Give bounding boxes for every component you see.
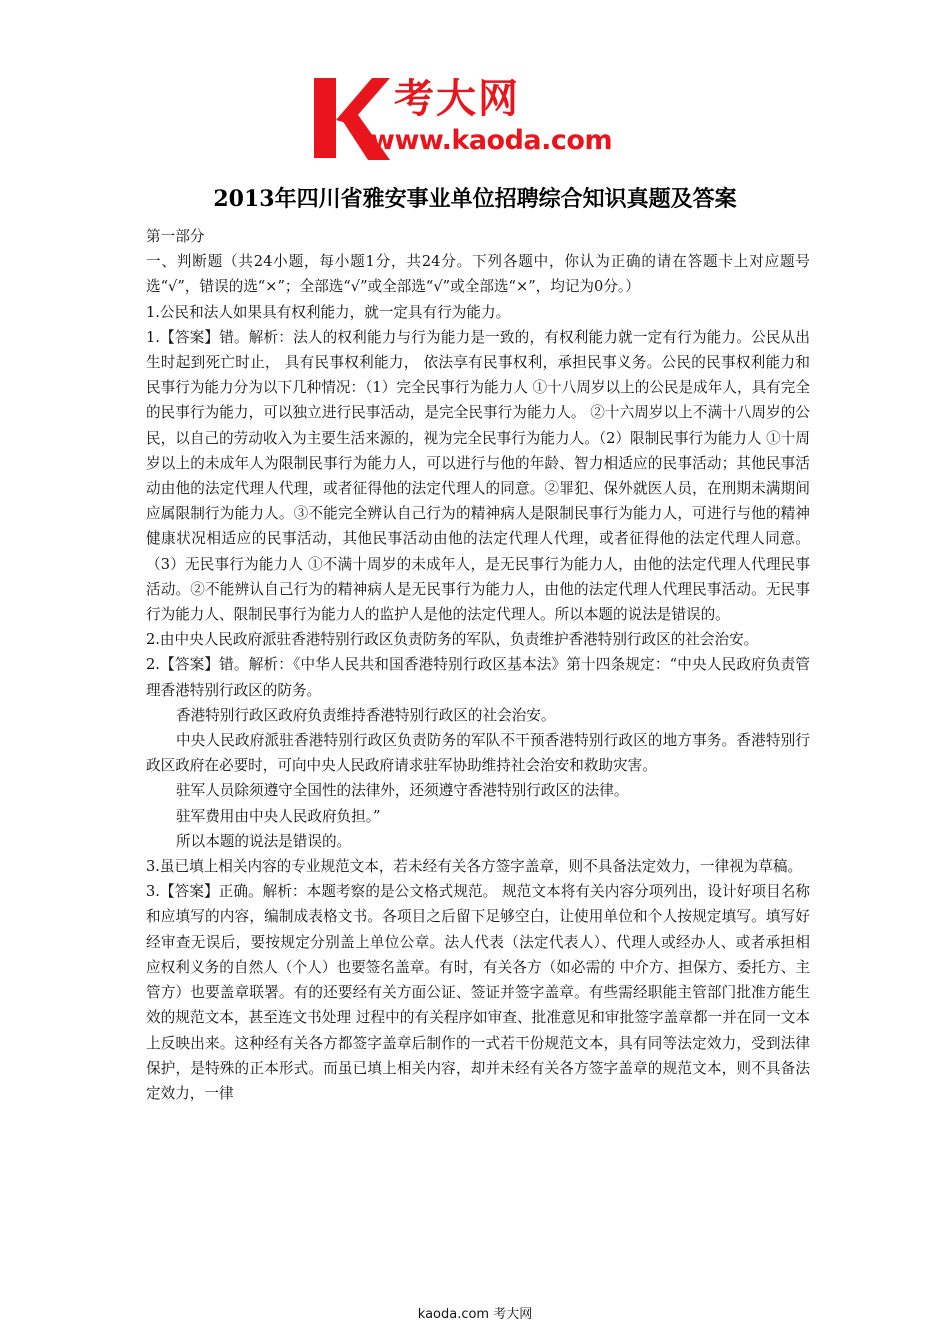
answer-2: 2.【答案】错。解析：《中华人民共和国香港特别行政区基本法》第十四条规定：“中央人民政府负责管理香港特别行政区的防务。 [146,656,810,699]
kaoda-logo [312,72,642,166]
instructions: 一、判断题（共24小题，每小题1分，共24分。下列各题中，你认为正确的请在答题卡上对应题号选“√”，错误的选“×”；全部选“√”或全部选“√”或全部选“×”，均记为0分。） [146,253,810,296]
section-heading: 第一部分 [146,228,205,245]
answer-2-para: 中央人民政府派驻香港特别行政区负责防务的军队不干预香港特别行政区的地方事务。香港特别行政区政府在必要时，可向中央人民政府请求驻军协助维持社会治安和救助灾害。 [146,732,810,775]
answer-1: 1.【答案】错。解析：法人的权利能力与行为能力是一致的，有权利能力就一定有行为能力。公民从出生时起到死亡时止， 具有民事权利能力， 依法享有民事权利，承担民事义务。公民的民事权利能力和民事行为能力分为以下几种情况：（1）完全民事行为能力人 ①十八周岁以上的公民是成年人，具有完全的民事行为能力，可以独立进行民事活动，是完全民事行为能力人。 ②十六周岁以上不满十八周岁的公民，以自己的劳动收入为主要生活来源的，视为完全民事行为能力人。（2）限制民事行为能力人 ①十周岁以上的未成年人为限制民事行为能力人，可以进行与他的年龄、智力相适应的民事活动；其他民事活动由他的法定代理人代理，或者征得他的法定代理人的同意。②罪犯、保外就医人员，在刑期未满期间应属限制行为能力人。③不能完全辨认自己行为的精神病人是限制民事行为能力人，可进行与他的精神健康状况相适应的民事活动，其他民事活动由他的法定代理人代理，或者征得他的法定代理人同意。（3）无民事行为能力人 ①不满十周岁的未成年人，是无民事行为能力人，由他的法定代理人代理民事活动。②不能辨认自己行为的精神病人是无民事行为能力人，由他的法定代理人代理民事活动。无民事行为能力人、限制民事行为能力人的监护人是他的法定代理人。所以本题的说法是错误的。 [146,328,810,624]
question-1: 1.公民和法人如果具有权利能力，就一定具有行为能力。 [146,303,511,321]
question-3: 3.虽已填上相关内容的专业规范文本，若未经有关各方签字盖章，则不具备法定效力，一律视为草稿。 [146,858,803,876]
answer-2-conclusion: 所以本题的说法是错误的。 [176,832,352,850]
answer-2-para: 驻军人员除须遵守全国性的法律外，还须遵守香港特别行政区的法律。 [176,782,629,800]
answer-3: 3.【答案】正确。解析：本题考察的是公文格式规范。 规范文本将有关内容分项列出，设计好项目名称和应填写的内容，编制成表格文书。各项目之后留下足够空白，让使用单位和个人按规定填写。填写好经审查无误后，要按规定分别盖上单位公章。法人代表（法定代表人）、代理人或经办人、或者承担相应权利义务的自然人（个人）也要签名盖章。有时，有关各方（如必需的 中介方、担保方、委托方、主管方）也要盖章联署。有的还要经有关方面公证、签证并签字盖章。有些需经职能主管部门批准方能生效的规范文本，甚至连文书处理 过程中的有关程序如审查、批准意见和审批签字盖章都一并在同一文本上反映出来。这种经有关各方都签字盖章后制作的一式若干份规范文本，具有同等法定效力，受到法律保护，是特殊的正本形式。而虽已填上相关内容，却并未经有关各方签字盖章的规范文本，则不具备法定效力，一律 [146,883,810,1102]
answer-2-para: 驻军费用由中央人民政府负担。” [176,807,381,825]
logo-chinese-name: 考大网 [394,76,520,122]
answer-2-para: 香港特别行政区政府负责维持香港特别行政区的社会治安。 [176,706,556,724]
question-2: 2.由中央人民政府派驻香港特别行政区负责防务的军队，负责维护香港特别行政区的社会治安。 [146,631,759,649]
logo-url: www.kaoda.com [370,125,613,156]
document-title: 2013年四川省雅安事业单位招聘综合知识真题及答案 [213,186,737,212]
page-footer: kaoda.com 考大网 [417,1307,533,1322]
document-body [146,224,810,1106]
